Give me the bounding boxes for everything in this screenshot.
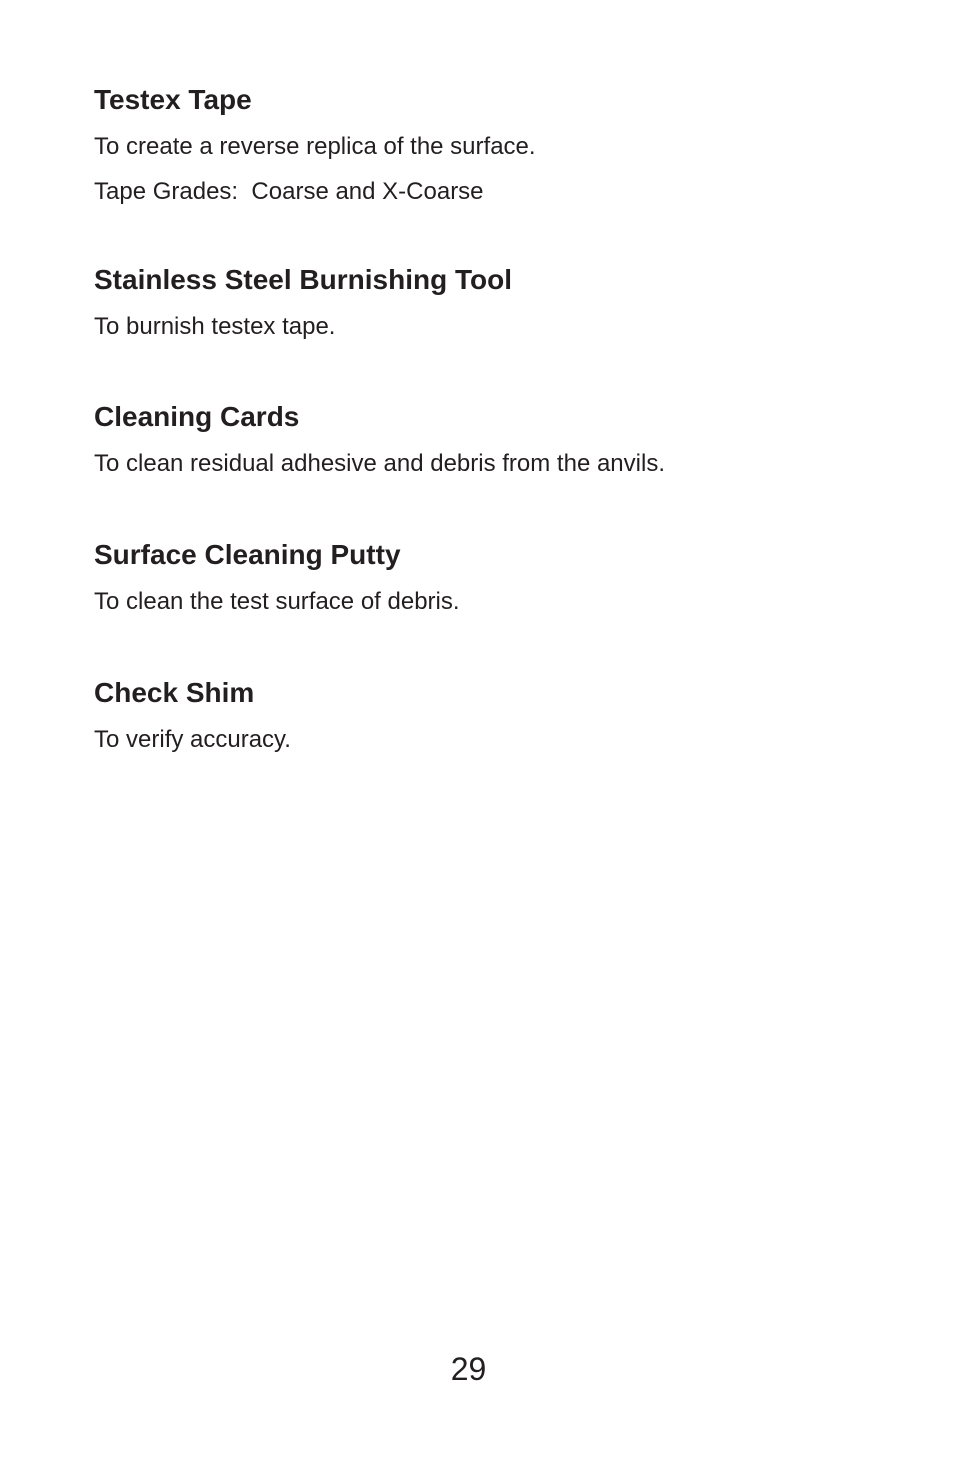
section-description: To create a reverse replica of the surface.	[94, 133, 536, 160]
section-heading: Surface Cleaning Putty	[94, 539, 401, 570]
section-cleaning-putty	[94, 538, 894, 615]
section-testex-tape	[94, 83, 894, 205]
page-number: 29	[450, 1351, 487, 1387]
section-check-shim	[94, 676, 894, 753]
section-description: To clean residual adhesive and debris from the anvils.	[94, 450, 665, 477]
section-description: To burnish testex tape.	[94, 313, 336, 340]
section-description: To verify accuracy.	[94, 726, 291, 753]
tape-grades-text: Tape Grades: Coarse and X-Coarse	[94, 178, 484, 205]
section-heading: Testex Tape	[94, 84, 252, 115]
section-burnishing-tool	[94, 263, 894, 340]
section-heading: Check Shim	[94, 677, 255, 708]
section-description: To clean the test surface of debris.	[94, 588, 460, 615]
section-heading: Cleaning Cards	[94, 401, 300, 432]
section-cleaning-cards	[94, 400, 894, 477]
section-heading: Stainless Steel Burnishing Tool	[94, 264, 512, 295]
